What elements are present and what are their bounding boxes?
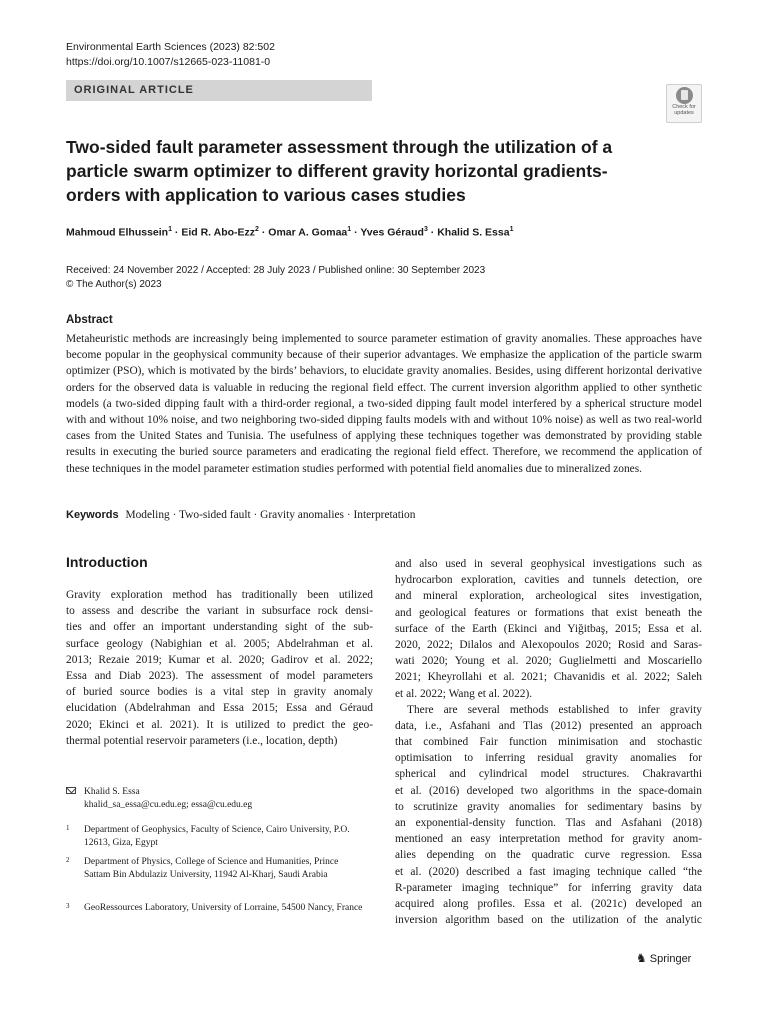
body-text-line: ties and offer an important understanding sight of the sub- [66, 621, 373, 634]
author-affiliation-mark: 3 [423, 226, 428, 233]
publication-history [66, 264, 485, 292]
body-text-line: acquired along profiles. Essa et al. (2021c) developed an [395, 897, 702, 910]
corresponding-author-name: Khalid S. Essa [84, 787, 140, 797]
body-text-line: Essa and Diab 2023). The assessment of model parameters [66, 669, 373, 682]
journal-citation [66, 40, 275, 70]
body-text-line: spherical and cylindrical model structures. Chakravarthi [395, 768, 702, 781]
right-column-text [395, 556, 702, 928]
body-text-line: elucidation (Abdelrahman and Essa 2015; Essa and Géraud [66, 702, 373, 715]
body-text-line: wati 2020; Young et al. 2020; Guglielmetti and Moscariello [395, 655, 702, 668]
body-text-line: optimisation to inferring residual gravity anomalies for [395, 752, 702, 765]
publisher-footer [636, 951, 691, 965]
publisher-name: Springer [649, 953, 692, 965]
journal-line: Environmental Earth Sciences (2023) 82:502 [66, 41, 275, 53]
affiliation-text: Department of Physics, College of Science and Humanities, Prince Sattam Bin Abdulaziz University, 11942 Al-Kharj, Saudi Arabia [84, 857, 339, 880]
left-column-text [66, 587, 373, 749]
body-text-line: 2020, 2022; Dilalos and Alexopoulos 2020; Rosid and Saras- [395, 638, 702, 651]
body-text-line: of buried source bodies is a vital step in gravity anomaly [66, 686, 373, 699]
author-affiliation-mark: 2 [255, 226, 259, 233]
article-type-banner: ORIGINAL ARTICLE [66, 80, 372, 101]
author-list: Mahmoud Elhussein$^1$ · Eid R. Abo-Ezz$^2$ · Omar A. Gomaa$^1$ · Yves Géraud$^3$ · Khalid S. Essa$^1$ [66, 226, 514, 239]
body-text-line: and mineral exploration, archeological sites investigation, [395, 590, 702, 603]
body-text-line: There are several methods established to infer gravity [407, 703, 702, 716]
article-title: Two-sided fault parameter assessment through the utilization of a particle swarm optimizer to different gravity horizontal gradients-orders with application to various cases studies [66, 137, 613, 205]
check-updates-label-2: updates [674, 110, 694, 116]
body-text-line: an exponential-density function. Tlas and Asfahani (2018) [395, 817, 702, 829]
body-text-line: Gravity exploration method has traditionally been utilized [66, 589, 373, 601]
body-text-line: hydrocarbon exploration, cavities and tunnels detection, ore [395, 574, 702, 587]
springer-horse-icon: ♞ [636, 951, 647, 965]
body-text-line: surface geology (Nabighian et al. 2005; Abdelrahman et al. [66, 637, 373, 650]
body-text-line: to scrutinize gravity anomalies for sedimentary basins by [395, 800, 702, 813]
affiliation-number: 3 [66, 902, 70, 910]
body-text-line: et al. (2020) described a fast imaging technique called “the [395, 865, 702, 878]
body-text-line: surface of the Earth (Ekinci and Yiğitbaş, 2015; Essa et al. [395, 622, 702, 635]
affiliation-text: Department of Geophysics, Faculty of Science, Cairo University, P.O. 12613, Giza, Egypt [84, 825, 350, 848]
body-text-line: 2020; Ekinci et al. 2021). It is utilized to predict the geo- [66, 718, 373, 731]
affiliation-number: 2 [66, 856, 70, 864]
doi-link[interactable]: https://doi.org/10.1007/s12665-023-11081-0 [66, 56, 271, 68]
body-text-line: mentioned an easy interpretation method for gravity anom- [395, 833, 702, 846]
affiliation-number: 1 [66, 824, 70, 832]
body-text-line: and geological features or formations that exist beneath the [395, 606, 702, 619]
keywords-line [66, 509, 415, 521]
keywords-values: Modeling · Two-sided fault · Gravity anomalies · Interpretation [125, 509, 416, 521]
author-affiliation-mark: 1 [347, 226, 352, 233]
body-text-line: to assess and describe the variant in subsurface rock densi- [66, 605, 373, 618]
author-name[interactable]: Eid R. Abo-Ezz [181, 226, 256, 239]
body-text-line: R-parameter imaging technique” for inferring gravity data [395, 881, 702, 894]
body-text-line: and also used in several geophysical investigations such as [395, 558, 702, 570]
affiliation-note [66, 856, 366, 882]
body-text-line: thermal potential reservoir parameters (i.e., location, depth) [66, 734, 338, 747]
dates-line: Received: 24 November 2022 / Accepted: 28 July 2023 / Published online: 30 September 2023 [66, 265, 486, 276]
abstract-heading: Abstract [66, 314, 113, 326]
body-text-line: data, i.e., Asfahani and Tlas (2012) presented an approach [395, 719, 702, 732]
affiliation-note [66, 902, 366, 915]
author-affiliation-mark: 1 [509, 226, 514, 233]
check-updates-label-1: Check for [672, 104, 696, 110]
author-name[interactable]: Khalid S. Essa [437, 226, 510, 239]
keywords-label: Keywords [66, 509, 119, 521]
author-name[interactable]: Yves Géraud [360, 226, 424, 239]
body-text-line: 2021; Kheyrollahi et al. 2021; Chavanidis et al. 2022; Saleh [395, 671, 702, 684]
body-text-line: et al. (2016) developed two algorithms in the space-domain [395, 784, 702, 797]
author-name[interactable]: Mahmoud Elhussein [66, 226, 169, 239]
copyright-line: © The Author(s) 2023 [66, 279, 162, 290]
corresponding-author-email[interactable]: khalid_sa_essa@cu.edu.eg; essa@cu.edu.eg [84, 800, 253, 810]
introduction-heading: Introduction [66, 554, 148, 570]
body-text-line: 2013; Rezaie 2019; Kumar et al. 2020; Gadirov et al. 2022; [66, 653, 373, 666]
abstract-body: Metaheuristic methods are increasingly being implemented to source parameter estimation of gravity anomalies. These approaches have become popular in the geophysical community because of their superior advantages. We emphasize the application of the particle swarm optimizer (PSO), which is motivated by the birds’ behaviors, to elucidate gravity anomalies. Besides, using different horizontal derivative orders for the observed data is valuable in reducing the regional field effect. The current inversion algorithm applied to other synthetic models (a two-sided dipping fault with a third-order regional, a two-sided dipping fault model interfered by a spherical structure model with and without 10% noise, and two neighboring two-sided dipping faults models with and without 10% noise) as well as two real-world cases from the United States and Tunisia. The usefulness of applying these techniques together was demonstrated by providing stable results in executing the buried source parameters and eradicating the regional field effect. Therefore, we recommend the application of these techniques in the model parameter estimation studies performed with potential field anomalies due to mineralized zones. [66, 333, 702, 475]
envelope-icon [66, 787, 76, 794]
affiliation-note [66, 824, 366, 850]
body-text-line: alies depending on the quadratic curve regression. Essa [395, 849, 702, 862]
body-text-line: inversion algorithm based on the utilization of the analytic [395, 914, 702, 927]
body-text-line: that combined Fair function minimisation and stochastic [395, 736, 702, 749]
body-text-line: et al. 2022; Wang et al. 2022). [395, 687, 533, 700]
check-for-updates-badge[interactable] [666, 84, 702, 123]
corresponding-author-note [66, 786, 252, 812]
author-name[interactable]: Omar A. Gomaa [268, 226, 348, 239]
affiliation-text: GeoRessources Laboratory, University of Lorraine, 54500 Nancy, France [84, 903, 363, 913]
bookmark-icon [676, 87, 693, 104]
author-affiliation-mark: 1 [168, 226, 172, 233]
